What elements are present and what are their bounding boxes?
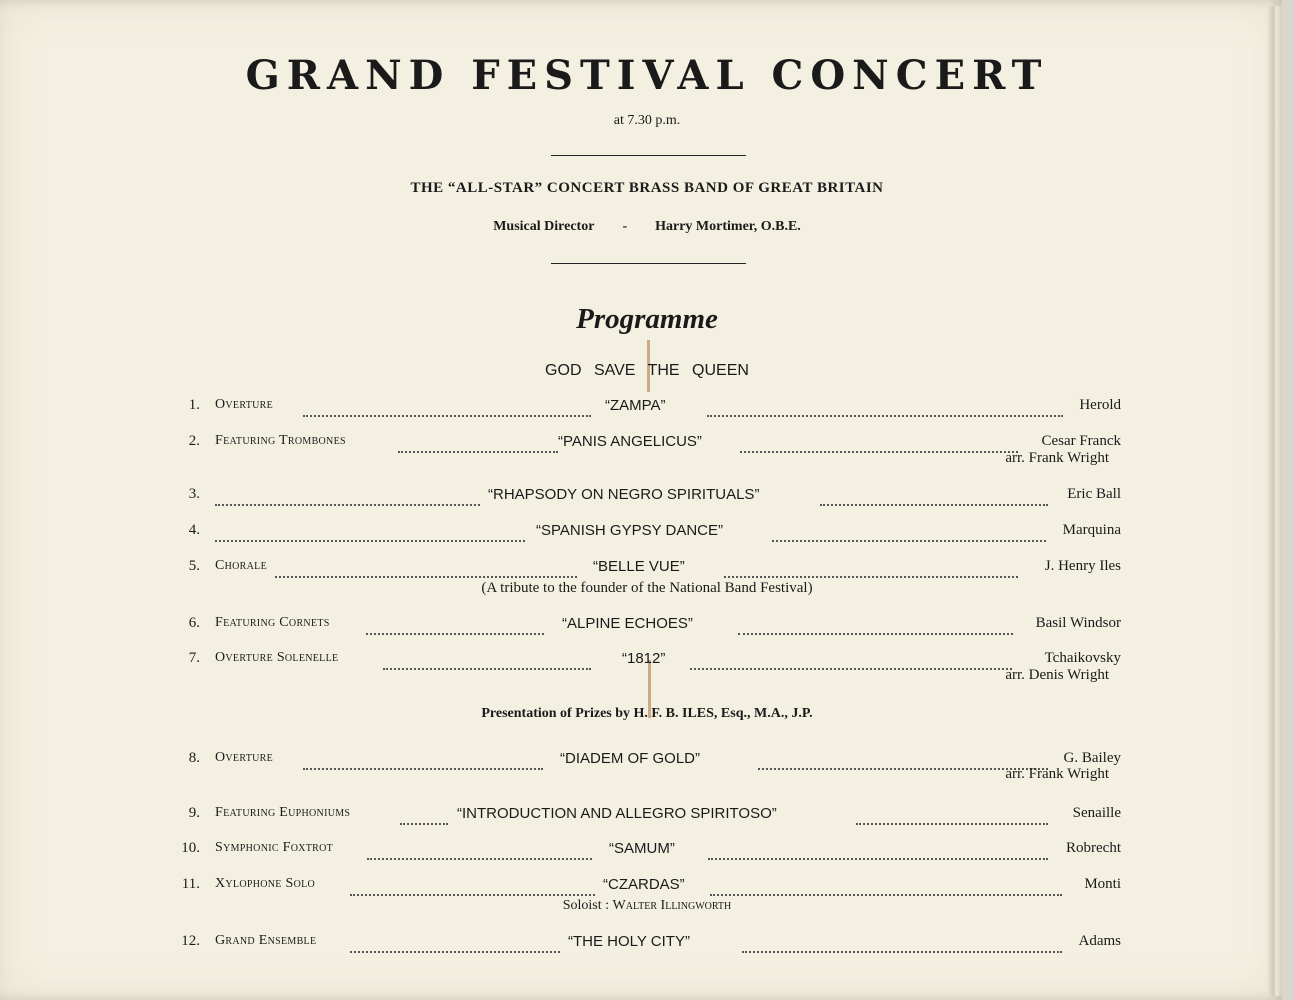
band-name: THE “ALL-STAR” CONCERT BRASS BAND OF GREAT BRITAIN (410, 180, 884, 196)
programme-item (0, 876, 1294, 898)
item-composer: Eric Ball (1067, 486, 1121, 502)
item-piece: “1812” (622, 650, 666, 667)
item-category: Symphonic Foxtrot (215, 840, 334, 855)
item-composer: Monti (1084, 876, 1121, 892)
leader-dots (350, 890, 595, 896)
item-piece: “INTRODUCTION AND ALLEGRO SPIRITOSO” (457, 805, 777, 822)
item-number: 11. (181, 876, 200, 892)
concert-time: at 7.30 p.m. (613, 113, 681, 128)
leader-dots (708, 854, 1048, 860)
item-piece: “ZAMPA” (605, 397, 666, 414)
leader-dots (383, 664, 591, 670)
director-separator: - (622, 219, 628, 234)
item-piece: “ALPINE ECHOES” (562, 615, 693, 632)
director-label: Musical Director (493, 219, 595, 234)
item-piece: “THE HOLY CITY” (568, 933, 690, 950)
national-anthem: GOD SAVE THE QUEEN (545, 362, 749, 379)
leader-dots (710, 890, 1062, 896)
item-category: Xylophone Solo (215, 876, 316, 891)
programme-item (0, 840, 1294, 862)
item-number: 12. (181, 933, 200, 949)
item-number: 7. (188, 650, 200, 666)
item-category: Overture Solenelle (215, 650, 339, 665)
leader-dots (398, 447, 558, 453)
item-composer: J. Henry Iles (1044, 558, 1121, 574)
programme-item (0, 933, 1294, 955)
item-composer: Senaille (1072, 805, 1121, 821)
item-number: 6. (188, 615, 200, 631)
item-piece: “DIADEM OF GOLD” (560, 750, 701, 767)
concert-title: GRAND FESTIVAL CONCERT (245, 52, 1049, 99)
item-arranger: arr. Frank Wright (1005, 766, 1109, 782)
leader-dots (275, 572, 577, 578)
leader-dots (742, 947, 1062, 953)
leader-dots (724, 572, 1018, 578)
item-piece: “BELLE VUE” (593, 558, 685, 575)
director-name: Harry Mortimer, O.B.E. (655, 219, 801, 234)
item-number: 3. (188, 486, 200, 502)
musical-director (0, 219, 1294, 235)
item-piece: “SPANISH GYPSY DANCE” (536, 522, 723, 539)
programme-heading: Programme (576, 303, 718, 335)
item-number: 2. (188, 433, 200, 449)
item-category: Featuring Cornets (215, 615, 330, 630)
item-number: 4. (188, 522, 200, 538)
item-arranger: arr. Denis Wright (1005, 667, 1109, 683)
item-piece: “RHAPSODY ON NEGRO SPIRITUALS” (488, 486, 760, 503)
item-composer: Tchaikovsky (1044, 650, 1121, 666)
item-composer: Marquina (1062, 522, 1121, 538)
item-number: 10. (181, 840, 200, 856)
item-composer: Adams (1078, 933, 1121, 949)
leader-dots (400, 819, 448, 825)
item-category: Grand Ensemble (215, 933, 317, 948)
soloist-name: Walter Illingworth (612, 898, 732, 913)
item-category: Featuring Trombones (215, 433, 346, 448)
item-arranger: arr. Frank Wright (1005, 450, 1109, 466)
leader-dots (366, 629, 544, 635)
programme-item (0, 486, 1294, 508)
leader-dots (772, 536, 1046, 542)
soloist-line (0, 898, 1294, 914)
item-number: 1. (188, 397, 200, 413)
item-number: 9. (188, 805, 200, 821)
programme-item (0, 522, 1294, 544)
item-piece: “PANIS ANGELICUS” (558, 433, 702, 450)
programme-item (0, 615, 1294, 637)
programme-item (0, 805, 1294, 827)
soloist-label: Soloist : (562, 898, 610, 913)
item-composer: Cesar Franck (1041, 433, 1121, 449)
leader-dots (367, 854, 592, 860)
item-category: Chorale (215, 558, 267, 573)
item-category: Overture (215, 750, 274, 765)
item-composer: Herold (1079, 397, 1121, 413)
item-category: Featuring Euphoniums (215, 805, 351, 820)
leader-dots (707, 411, 1063, 417)
leader-dots (856, 819, 1048, 825)
item-number: 8. (188, 750, 200, 766)
programme-item (0, 397, 1294, 419)
leader-dots (738, 629, 1013, 635)
programme-item (0, 558, 1294, 580)
prize-presentation: Presentation of Prizes by H. F. B. ILES, Esq., M.A., J.P. (481, 706, 813, 721)
item-number: 5. (188, 558, 200, 574)
leader-dots (215, 500, 480, 506)
leader-dots (690, 664, 1012, 670)
item-category: Overture (215, 397, 274, 412)
item-piece: “CZARDAS” (603, 876, 685, 893)
item-composer: Basil Windsor (1035, 615, 1121, 631)
leader-dots (820, 500, 1048, 506)
leader-dots (215, 536, 525, 542)
divider-rule (551, 155, 746, 156)
item-note: (A tribute to the founder of the National Band Festival) (481, 580, 813, 596)
item-composer: G. Bailey (1063, 750, 1121, 766)
leader-dots (303, 411, 591, 417)
item-composer: Robrecht (1066, 840, 1121, 856)
leader-dots (303, 764, 543, 770)
item-piece: “SAMUM” (609, 840, 675, 857)
leader-dots (350, 947, 560, 953)
leader-dots (740, 447, 1018, 453)
divider-rule (551, 263, 746, 264)
